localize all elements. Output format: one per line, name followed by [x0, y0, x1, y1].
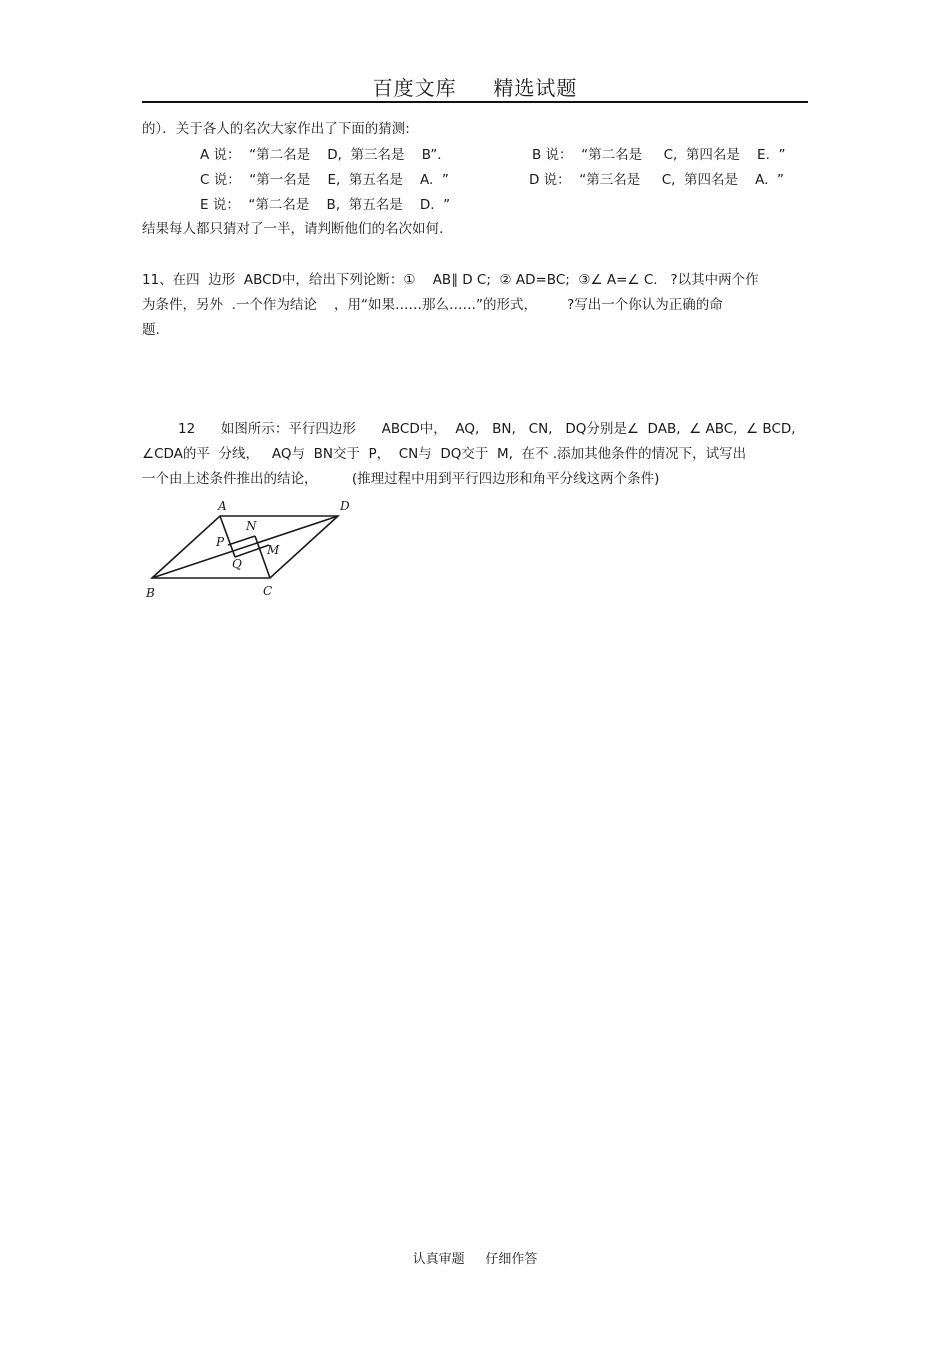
label-p: P: [216, 535, 225, 549]
q12-line-2: ∠CDA的平 分线， AQ与 BN交于 P， CN与 DQ交于 M, 在不 .添加其他条件的情况下，试写出: [142, 446, 747, 462]
q12-line-1: 12 如图所示：平行四边形 ABCD中， AQ, BN, CN, DQ分别是∠ DAB, ∠ ABC, ∠ BCD,: [178, 421, 796, 437]
q10-guess-a: A 说： “第二名是 D, 第三名是 B”．: [200, 147, 451, 163]
q10-guess-d: D 说： “第三名是 C, 第四名是 A. ”: [529, 172, 785, 188]
label-m: M: [267, 543, 280, 557]
parallelogram-figure: [140, 494, 370, 606]
label-q: Q: [232, 557, 242, 571]
q11-line-3: 题.: [142, 322, 160, 338]
q10-guess-b: B 说： “第二名是 C, 第四名是 E. ”: [532, 147, 786, 163]
q12-line-3: 一个由上述条件推出的结论， (推理过程中用到平行四边形和角平分线这两个条件): [142, 471, 660, 487]
label-n: N: [246, 519, 257, 533]
q10-intro: 的）．关于各人的名次大家作出了下面的猜测:: [142, 121, 410, 137]
label-b: B: [146, 586, 155, 600]
q10-guess-e: E 说： “第二名是 B, 第五名是 D. ”: [200, 197, 451, 213]
label-c: C: [263, 584, 273, 598]
diagonal-bd: [152, 516, 338, 578]
header-rule: [142, 101, 808, 103]
q10-conclusion: 结果每人都只猜对了一半，请判断他们的名次如何.: [142, 221, 444, 237]
bisector-dq: [235, 545, 269, 557]
label-a: A: [218, 499, 227, 513]
label-d: D: [340, 499, 350, 513]
q11-line-1: 11、在四 边形 ABCD中，给出下列论断：① AB∥ D C; ② AD=BC; ③∠ A=∠ C. ?以其中两个作: [142, 272, 759, 288]
q11-line-2: 为条件，另外 .一个作为结论 ，用“如果……那么……”的形式， ?写出一个你认为正确的命: [142, 297, 723, 313]
page-footer: 认真审题 仔细作答: [412, 1252, 538, 1267]
bisector-bn: [228, 536, 255, 545]
q10-guess-c: C 说： “第一名是 E, 第五名是 A. ”: [200, 172, 449, 188]
page-header-title: 百度文库 精选试题: [372, 76, 578, 100]
